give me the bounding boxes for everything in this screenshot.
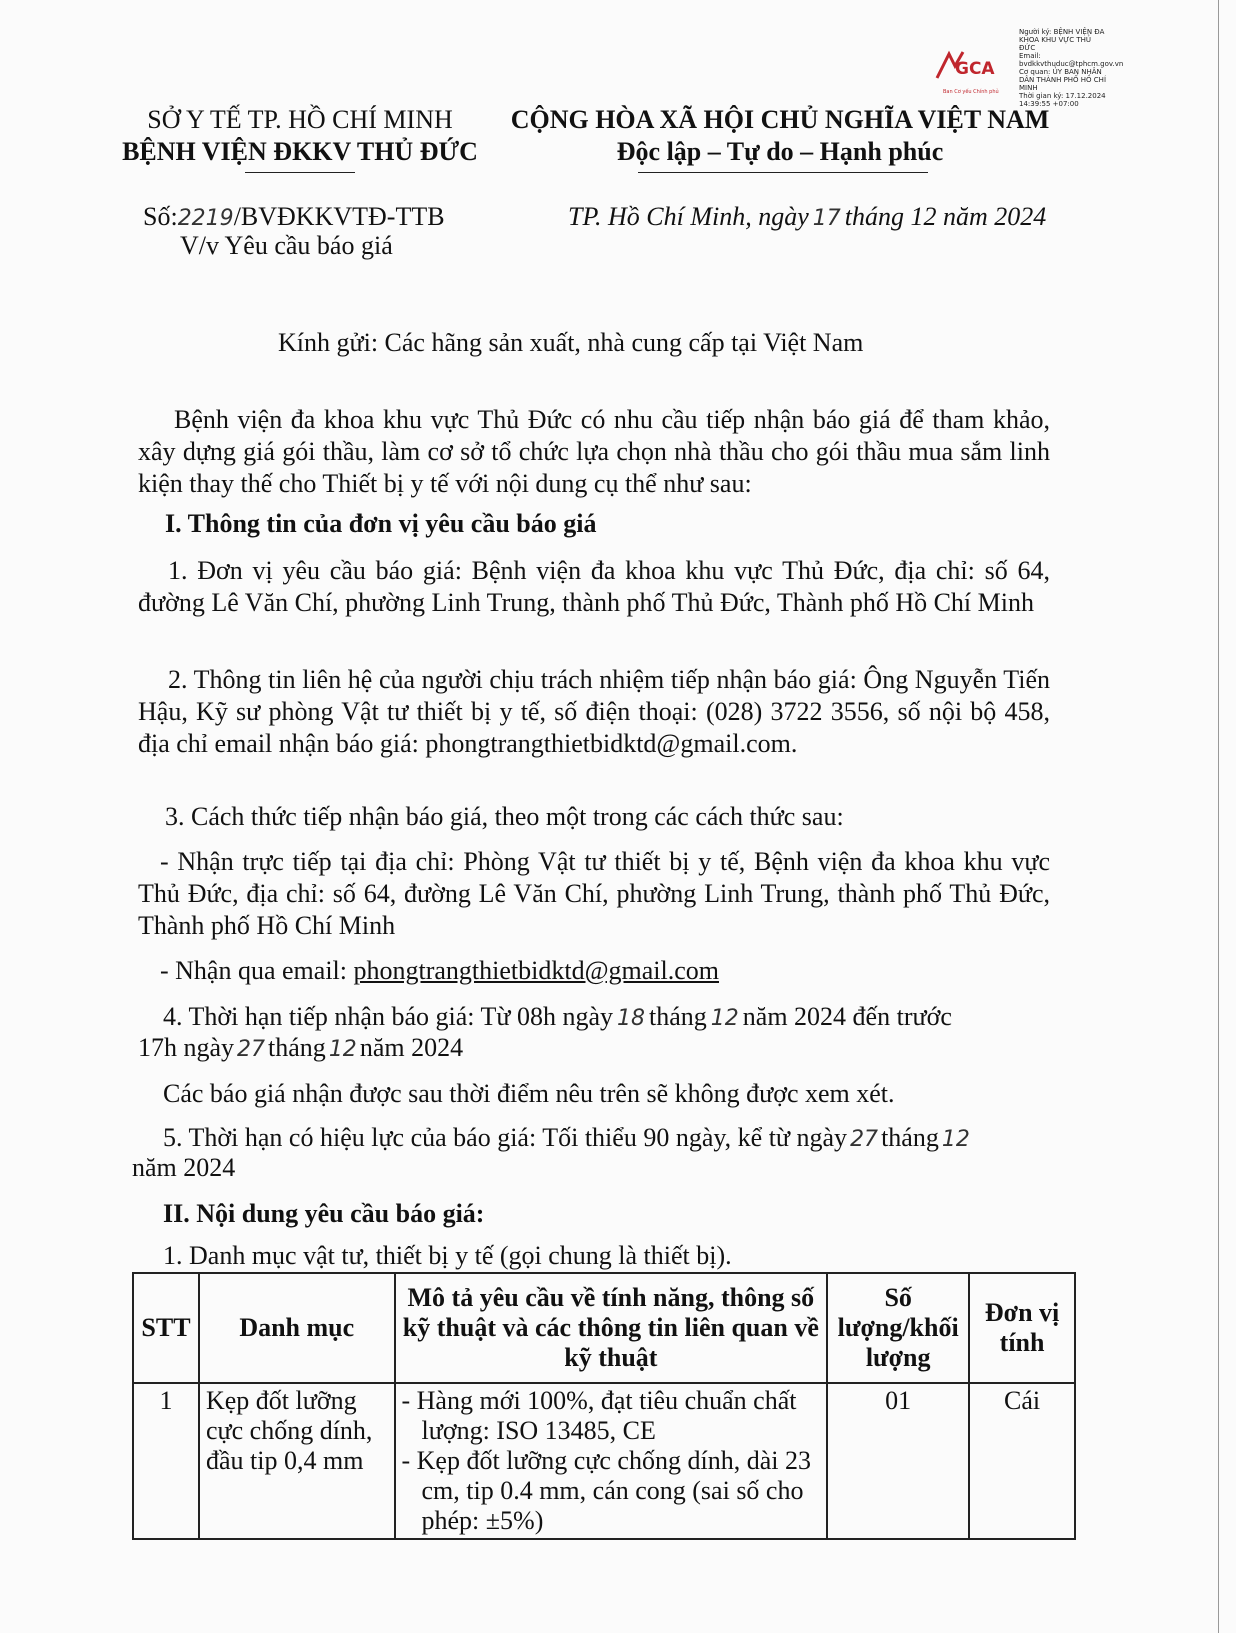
vgca-logo bbox=[935, 48, 1015, 88]
item-4-day-end: 27 bbox=[237, 1037, 266, 1062]
table-header-row bbox=[133, 1273, 1075, 1383]
header-description: Mô tả yêu cầu về tính năng, thông số kỹ thuật và các thông tin liên quan về kỹ thuật bbox=[395, 1273, 828, 1383]
item-4-text-b: tháng bbox=[649, 1002, 707, 1031]
item-4-text-a: 4. Thời hạn tiếp nhận báo giá: Từ 08h ngày bbox=[163, 1002, 614, 1031]
section-1-item-3: 3. Cách thức tiếp nhận báo giá, theo một trong các cách thức sau: bbox=[165, 802, 844, 831]
item-4-month-start: 12 bbox=[710, 1006, 739, 1031]
header-unit: Đơn vị tính bbox=[969, 1273, 1075, 1383]
digital-signature-stamp bbox=[935, 28, 1124, 108]
table-row bbox=[133, 1383, 1075, 1539]
date-suffix: tháng 12 năm 2024 bbox=[844, 202, 1047, 231]
section-1-item-4 bbox=[163, 1001, 952, 1035]
item-4-text-f: tháng bbox=[268, 1033, 326, 1062]
item-4-text-g: năm 2024 bbox=[359, 1033, 464, 1062]
section-1-item-1 bbox=[138, 555, 1050, 619]
cell-stt: 1 bbox=[133, 1383, 199, 1539]
item-1-text: 1. Đơn vị yêu cầu báo giá: Bệnh viện đa khoa khu vực Thủ Đức, địa chỉ: số 64, đường Lê Văn Chí, phường Linh Trung, thành phố Thủ Đức, Thành phố Hồ Chí Minh bbox=[138, 556, 1050, 617]
nation-motto: Độc lập – Tự do – Hạnh phúc bbox=[616, 137, 944, 166]
section-2-title: II. Nội dung yêu cầu báo giá: bbox=[163, 1199, 485, 1228]
vgca-logo-icon bbox=[935, 48, 1015, 88]
org-parent: SỞ Y TẾ TP. HỒ CHÍ MINH bbox=[147, 105, 453, 134]
section-2-item-1: 1. Danh mục vật tư, thiết bị y tế (gọi chung là thiết bị). bbox=[163, 1241, 732, 1270]
signature-line: ĐỨC bbox=[1019, 44, 1036, 52]
section-1-item-5 bbox=[163, 1122, 973, 1156]
items-table bbox=[132, 1272, 1076, 1540]
item-5-text-a: 5. Thời hạn có hiệu lực của báo giá: Tối thiểu 90 ngày, kể từ ngày bbox=[163, 1123, 848, 1152]
doc-number-handwritten: 2219 bbox=[177, 206, 234, 231]
nation-title: CỘNG HÒA XÃ HỘI CHỦ NGHĨA VIỆT NAM bbox=[510, 105, 1050, 134]
signature-line: Người ký: BỆNH VIỆN ĐA bbox=[1019, 28, 1105, 36]
vgca-logo-subtitle: Ban Cơ yếu Chính phủ bbox=[943, 89, 999, 95]
email-link[interactable]: phongtrangthietbidktd@gmail.com bbox=[353, 956, 719, 985]
org-name: BỆNH VIỆN ĐKKV THỦ ĐỨC bbox=[122, 137, 478, 166]
header-quantity: Số lượng/khối lượng bbox=[827, 1273, 969, 1383]
section-1-item-3b bbox=[160, 955, 719, 987]
item-5-month: 12 bbox=[941, 1127, 970, 1152]
section-1-item-4-line-2 bbox=[138, 1032, 463, 1066]
cell-unit: Cái bbox=[969, 1383, 1075, 1539]
item-5-text-b: tháng bbox=[881, 1123, 939, 1152]
signature-line: Cơ quan: ỦY BAN NHÂN bbox=[1019, 68, 1102, 76]
recipient-line: Kính gửi: Các hãng sản xuất, nhà cung cấp tại Việt Nam bbox=[278, 328, 864, 357]
date-prefix: TP. Hồ Chí Minh, ngày bbox=[568, 202, 809, 231]
doc-number-suffix: /BVĐKKVTĐ-TTB bbox=[233, 202, 445, 231]
item-4-month-end: 12 bbox=[328, 1037, 357, 1062]
section-1-title: I. Thông tin của đơn vị yêu cầu báo giá bbox=[165, 509, 597, 538]
item-4-text-e: 17h ngày bbox=[138, 1033, 235, 1062]
signature-line: MINH bbox=[1019, 84, 1038, 92]
item-4-text-c: năm 2024 đến trước bbox=[742, 1002, 952, 1031]
description-line: - Kẹp đốt lưỡng cực chống dính, dài 23 cm, tip 0.4 mm, cán cong (sai số cho phép: ±5%) bbox=[401, 1446, 811, 1535]
item-2-text: 2. Thông tin liên hệ của người chịu trách nhiệm tiếp nhận báo giá: Ông Nguyễn Tiến Hậu, Kỹ sư phòng Vật tư thiết bị y tế, số điện thoại: (028) 3722 3556, số nội bộ 458, địa chỉ email nhận báo giá: phongtrangthietbidktd@gmail.com. bbox=[138, 665, 1050, 758]
national-motto bbox=[490, 104, 1070, 168]
motto-underline bbox=[638, 172, 928, 173]
cell-item-name: Kẹp đốt lưỡng cực chống dính, đầu tip 0,4 mm bbox=[199, 1383, 395, 1539]
date-day-handwritten: 17 bbox=[812, 206, 841, 231]
header-stt: STT bbox=[133, 1273, 199, 1383]
signature-line: DÂN THÀNH PHỐ HỒ CHÍ bbox=[1019, 76, 1107, 84]
cell-description bbox=[395, 1383, 828, 1539]
org-underline bbox=[245, 172, 355, 173]
section-1-item-4-note: Các báo giá nhận được sau thời điểm nêu trên sẽ không được xem xét. bbox=[163, 1079, 895, 1108]
subject-line: V/v Yêu cầu báo giá bbox=[180, 231, 393, 260]
issue-date bbox=[568, 201, 1046, 235]
signature-line: Thời gian ký: 17.12.2024 bbox=[1019, 92, 1106, 100]
signature-line: bvdkkvthuduc@tphcm.gov.vn bbox=[1019, 60, 1124, 68]
signature-line: KHOA KHU VỰC THỦ bbox=[1019, 36, 1092, 44]
item-3b-prefix: - Nhận qua email: bbox=[160, 956, 354, 985]
intro-paragraph bbox=[138, 404, 1050, 500]
intro-text: Bệnh viện đa khoa khu vực Thủ Đức có nhu cầu tiếp nhận báo giá để tham khảo, xây dựng giá gói thầu, làm cơ sở tổ chức lựa chọn nhà thầu cho gói thầu mua sắm linh kiện thay thế cho Thiết bị y tế với nội dung cụ thể như sau: bbox=[138, 405, 1050, 498]
item-3a-text: - Nhận trực tiếp tại địa chỉ: Phòng Vật tư thiết bị y tế, Bệnh viện đa khoa khu vực Thủ Đức, địa chỉ: số 64, đường Lê Văn Chí, phường Linh Trung, thành phố Thủ Đức, Thành phố Hồ Chí Minh bbox=[138, 847, 1050, 940]
item-5-day: 27 bbox=[850, 1127, 879, 1152]
cell-quantity: 01 bbox=[827, 1383, 969, 1539]
section-1-item-2 bbox=[138, 664, 1050, 760]
description-line: - Hàng mới 100%, đạt tiêu chuẩn chất lượng: ISO 13485, CE bbox=[401, 1386, 797, 1445]
doc-number-prefix: Số: bbox=[143, 202, 178, 231]
section-1-item-5-line-2: năm 2024 bbox=[132, 1153, 236, 1182]
signature-line: 14:39:55 +07:00 bbox=[1019, 100, 1079, 108]
section-1-item-3a bbox=[138, 846, 1050, 942]
issuing-organization bbox=[105, 104, 495, 168]
page-edge-line bbox=[1218, 0, 1219, 1633]
signature-line: Email: bbox=[1019, 52, 1041, 60]
item-4-day-start: 18 bbox=[617, 1006, 646, 1031]
svg-text:GCA: GCA bbox=[955, 59, 995, 79]
signature-details bbox=[1019, 28, 1124, 108]
header-item-name: Danh mục bbox=[199, 1273, 395, 1383]
